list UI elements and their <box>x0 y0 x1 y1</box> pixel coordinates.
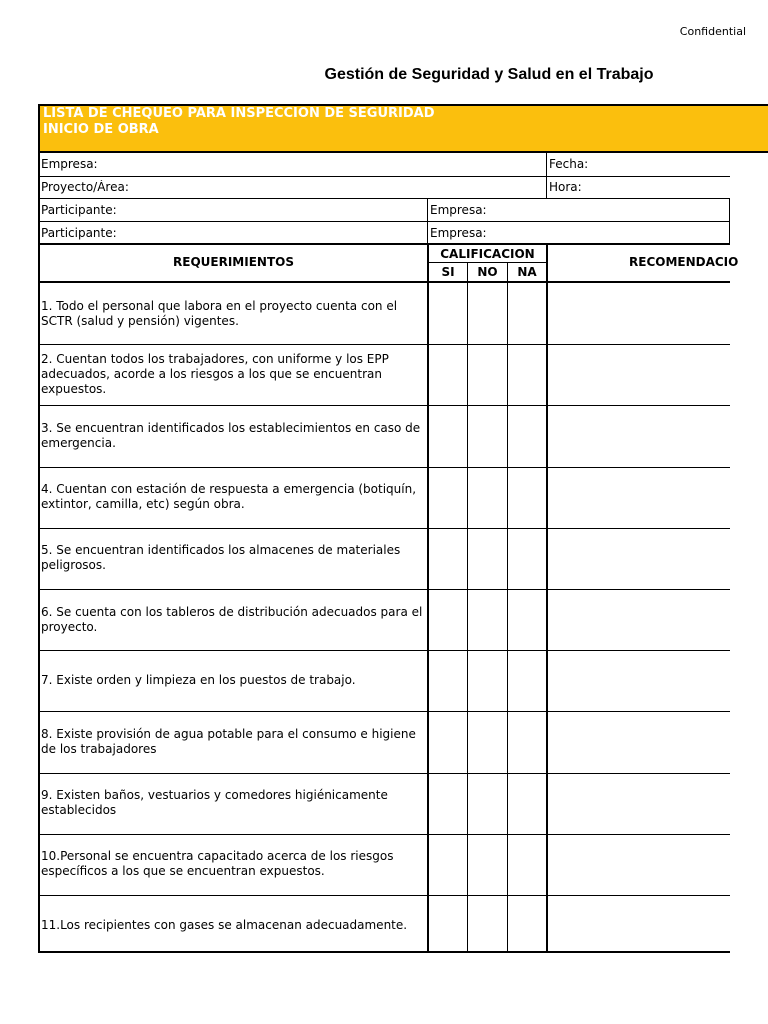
table-row <box>40 283 428 344</box>
col-divider <box>467 262 468 953</box>
requirement-text: 9. Existen baños, vestuarios y comedores higiénicamente establecidos <box>41 788 388 818</box>
proyecto-label: Proyecto/Área: <box>41 180 129 194</box>
page-title <box>0 66 768 84</box>
requirement-text: 5. Se encuentran identificados los almacenes de materiales peligrosos. <box>41 543 401 573</box>
requirement-text: 8. Existe provisión de agua potable para el consumo e higiene de los trabajadores <box>41 726 416 756</box>
row-divider <box>38 650 730 651</box>
divider <box>428 262 547 263</box>
row-divider <box>38 405 730 406</box>
divider <box>427 199 428 244</box>
col-divider <box>507 262 508 953</box>
requirement-text: 11.Los recipientes con gases se almacenan adecuadamente. <box>41 918 408 933</box>
participante-empresa-label-2: Empresa: <box>430 226 487 240</box>
row-divider <box>38 711 730 712</box>
table-row <box>40 711 428 772</box>
requirement-text: 1. Todo el personal que labora en el proyecto cuenta con el SCTR (salud y pensión) vigentes. <box>41 298 398 328</box>
divider <box>38 221 730 222</box>
requirement-text: 7. Existe orden y limpieza en los puestos de trabajo. <box>41 673 356 688</box>
header-recomendaciones: RECOMENDACIO <box>629 255 739 269</box>
divider <box>38 243 730 245</box>
table-row <box>40 834 428 895</box>
row-divider <box>38 344 730 345</box>
divider <box>38 176 730 177</box>
table-row <box>40 405 428 466</box>
checklist-banner <box>38 104 768 153</box>
confidential-label: Confidential <box>679 25 746 38</box>
row-divider <box>38 589 730 590</box>
fecha-label: Fecha: <box>549 157 589 171</box>
participante-empresa-label-1: Empresa: <box>430 203 487 217</box>
requirement-text: 10.Personal se encuentra capacitado acerca de los riesgos específicos a los que se encuentran expuestos. <box>41 849 394 879</box>
participante-label-2: Participante: <box>41 226 117 240</box>
banner-line-1: LISTA DE CHEQUEO PARA INSPECCION DE SEGURIDAD <box>43 106 435 121</box>
table-row <box>40 528 428 589</box>
header-calificacion: CALIFICACION <box>440 247 535 261</box>
header-na: NA <box>517 265 537 279</box>
header-no: NO <box>477 265 498 279</box>
col-divider <box>546 244 548 953</box>
requirement-text: 6. Se cuenta con los tableros de distribución adecuados para el proyecto. <box>41 604 423 634</box>
header-si: SI <box>441 265 455 279</box>
table-row <box>40 895 428 956</box>
row-divider <box>38 528 730 529</box>
table-row <box>40 650 428 711</box>
row-divider <box>38 467 730 468</box>
row-divider <box>38 834 730 835</box>
requirement-text: 2. Cuentan todos los trabajadores, con uniforme y los EPP adecuados, acorde a los riesgos a los que se encuentran expuestos. <box>41 352 389 397</box>
empresa-label: Empresa: <box>41 157 98 171</box>
table-row <box>40 773 428 834</box>
divider <box>546 153 547 199</box>
table-row <box>40 344 428 405</box>
divider <box>729 199 730 244</box>
table-row <box>40 467 428 528</box>
table-row <box>40 589 428 650</box>
requirement-text: 3. Se encuentran identificados los establecimientos en caso de emergencia. <box>41 420 421 450</box>
page-title-text: Gestión de Seguridad y Salud en el Trabajo <box>324 66 654 83</box>
row-divider <box>38 773 730 774</box>
banner-line-2: INICIO DE OBRA <box>43 122 159 137</box>
bottom-border <box>38 951 730 953</box>
hora-label: Hora: <box>549 180 582 194</box>
requirement-text: 4. Cuentan con estación de respuesta a emergencia (botiquín, extintor, camilla, etc) según obra. <box>41 482 417 512</box>
header-requerimientos: REQUERIMIENTOS <box>173 255 294 269</box>
divider <box>38 198 730 199</box>
row-divider <box>38 895 730 896</box>
participante-label-1: Participante: <box>41 203 117 217</box>
